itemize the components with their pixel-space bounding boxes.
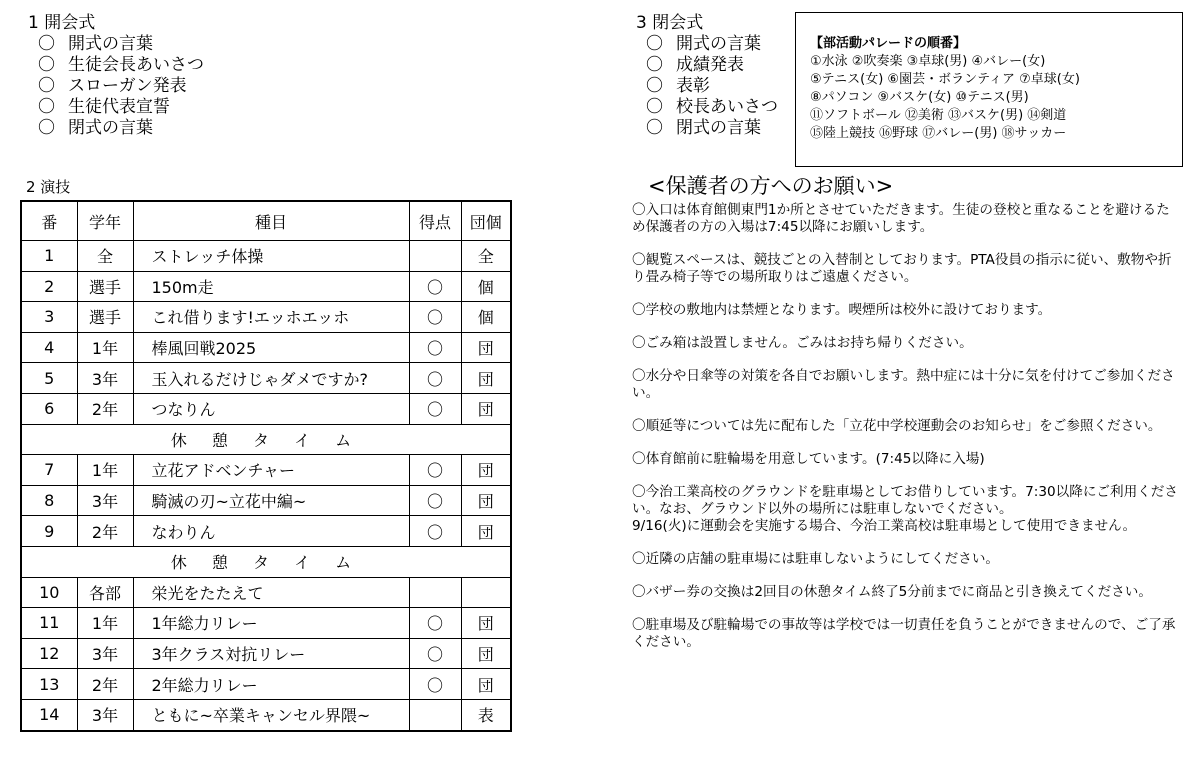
cell-score: 〇 <box>409 608 461 639</box>
cell-event: 栄光をたたえて <box>133 577 409 608</box>
cell-number: 2 <box>21 271 77 302</box>
cell-event: 騎滅の刃~立花中編~ <box>133 485 409 516</box>
parade-order-box <box>795 12 1183 167</box>
notice-item: 〇順延等については先に配布した「立花中学校運動会のお知らせ」をご参照ください。 <box>632 418 1162 434</box>
cell-type: 団 <box>461 638 511 669</box>
cell-number: 1 <box>21 241 77 272</box>
notice-item: 〇入口は体育館側東門1か所とさせていただきます。生徒の登校と重なることを避けるため保護者の方の入場は7:45以降にお願いします。 <box>632 202 1170 235</box>
cell-score <box>409 699 461 730</box>
col-header-score: 得点 <box>409 201 461 241</box>
list-item-label: 閉式の言葉 <box>676 118 761 138</box>
notice-item: 〇駐車場及び駐輪場での事故等は学校では一切責任を負うことができませんので、ご了承ください。 <box>632 617 1176 650</box>
parade-line: ⑮陸上競技 ⑯野球 ⑰バレー(男) ⑱サッカー <box>810 126 1067 141</box>
cell-event: 1年総力リレー <box>133 608 409 639</box>
notice-item: 〇観覧スペースは、競技ごとの入替制としております。PTA役員の指示に従い、敷物や折り畳み椅子等での場所取りはご遠慮ください。 <box>632 252 1172 285</box>
table-header-row <box>21 201 511 241</box>
cell-event: 棒風回戦2025 <box>133 332 409 363</box>
table-row <box>21 638 511 669</box>
cell-score <box>409 241 461 272</box>
list-item-label: 校長あいさつ <box>676 97 778 117</box>
cell-type: 団 <box>461 363 511 394</box>
list-item <box>38 118 204 139</box>
break-label: 休 憩 タ イ ム <box>21 546 511 577</box>
cell-score: 〇 <box>409 485 461 516</box>
cell-score: 〇 <box>409 516 461 547</box>
break-row <box>21 546 511 577</box>
program-table <box>20 200 512 732</box>
col-header-type: 団個 <box>461 201 511 241</box>
list-item <box>38 55 204 76</box>
cell-score: 〇 <box>409 455 461 486</box>
cell-number: 7 <box>21 455 77 486</box>
list-item-label: 開式の言葉 <box>676 34 761 54</box>
list-item-label: 生徒代表宣誓 <box>68 97 170 117</box>
table-row <box>21 241 511 272</box>
notice-item: 〇体育館前に駐輪場を用意しています。(7:45以降に入場) <box>632 451 985 467</box>
col-header-number: 番 <box>21 201 77 241</box>
cell-type: 団 <box>461 332 511 363</box>
closing-title: 3 閉会式 <box>636 13 704 33</box>
cell-type: 団 <box>461 608 511 639</box>
table-row <box>21 608 511 639</box>
table-row <box>21 332 511 363</box>
table-row <box>21 455 511 486</box>
cell-type: 表 <box>461 699 511 730</box>
cell-type: 団 <box>461 669 511 700</box>
cell-event: これ借ります!エッホエッホ <box>133 302 409 333</box>
circle-marker: 〇 <box>38 76 55 96</box>
list-item-label: 生徒会長あいさつ <box>68 55 204 75</box>
list-item-label: 表彰 <box>676 76 710 96</box>
cell-number: 13 <box>21 669 77 700</box>
notices-list <box>632 202 1180 667</box>
cell-number: 4 <box>21 332 77 363</box>
list-item <box>646 55 778 76</box>
cell-grade: 3年 <box>77 485 133 516</box>
table-row <box>21 363 511 394</box>
cell-type: 団 <box>461 516 511 547</box>
cell-grade: 2年 <box>77 516 133 547</box>
list-item <box>646 34 778 55</box>
cell-score: 〇 <box>409 393 461 424</box>
list-item <box>646 118 778 139</box>
cell-event: ストレッチ体操 <box>133 241 409 272</box>
table-row <box>21 699 511 730</box>
circle-marker: 〇 <box>646 76 663 96</box>
break-label: 休 憩 タ イ ム <box>21 424 511 455</box>
table-row <box>21 485 511 516</box>
cell-event: つなりん <box>133 393 409 424</box>
opening-title: 1 開会式 <box>28 13 96 33</box>
table-row <box>21 516 511 547</box>
cell-score: 〇 <box>409 669 461 700</box>
cell-number: 11 <box>21 608 77 639</box>
cell-number: 9 <box>21 516 77 547</box>
list-item-label: 成績発表 <box>676 55 744 75</box>
cell-type <box>461 577 511 608</box>
list-item <box>38 76 204 97</box>
cell-grade: 3年 <box>77 363 133 394</box>
notices-title: <保護者の方へのお願い> <box>648 174 894 198</box>
circle-marker: 〇 <box>38 118 55 138</box>
list-item-label: スローガン発表 <box>68 76 187 96</box>
cell-event: 立花アドベンチャー <box>133 455 409 486</box>
cell-event: ともに~卒業キャンセル界隈~ <box>133 699 409 730</box>
cell-score: 〇 <box>409 302 461 333</box>
cell-type: 団 <box>461 455 511 486</box>
cell-grade: 2年 <box>77 393 133 424</box>
cell-type: 全 <box>461 241 511 272</box>
cell-score: 〇 <box>409 638 461 669</box>
notice-item: 〇水分や日傘等の対策を各自でお願いします。熱中症には十分に気を付けてご参加ください。 <box>632 368 1175 401</box>
cell-grade: 選手 <box>77 271 133 302</box>
table-row <box>21 393 511 424</box>
closing-list <box>646 34 778 139</box>
table-row <box>21 577 511 608</box>
cell-number: 6 <box>21 393 77 424</box>
cell-event: 2年総力リレー <box>133 669 409 700</box>
circle-marker: 〇 <box>646 55 663 75</box>
opening-list <box>38 34 204 139</box>
list-item-label: 開式の言葉 <box>68 34 153 54</box>
cell-grade: 選手 <box>77 302 133 333</box>
cell-type: 団 <box>461 485 511 516</box>
circle-marker: 〇 <box>38 55 55 75</box>
cell-grade: 1年 <box>77 332 133 363</box>
col-header-grade: 学年 <box>77 201 133 241</box>
cell-grade: 3年 <box>77 699 133 730</box>
col-header-event: 種目 <box>133 201 409 241</box>
cell-grade: 2年 <box>77 669 133 700</box>
cell-score: 〇 <box>409 363 461 394</box>
break-row <box>21 424 511 455</box>
list-item <box>646 76 778 97</box>
parade-line: ⑧パソコン ⑨バスケ(女) ⑩テニス(男) <box>810 90 1029 105</box>
cell-event: 150m走 <box>133 271 409 302</box>
notice-item: 〇今治工業高校のグラウンドを駐車場としてお借りしています。7:30以降にご利用ください。なお、グラウンド以外の場所には駐車しないでください。 9/16(火)に運動会を実施する場合、今治工業高校は駐車場として使用できません。 <box>632 484 1178 534</box>
cell-number: 5 <box>21 363 77 394</box>
cell-score: 〇 <box>409 271 461 302</box>
circle-marker: 〇 <box>646 118 663 138</box>
notice-item: 〇近隣の店舗の駐車場には駐車しないようにしてください。 <box>632 551 1000 567</box>
list-item-label: 閉式の言葉 <box>68 118 153 138</box>
cell-score <box>409 577 461 608</box>
list-item <box>646 97 778 118</box>
list-item <box>38 97 204 118</box>
cell-grade: 各部 <box>77 577 133 608</box>
cell-number: 10 <box>21 577 77 608</box>
cell-grade: 1年 <box>77 608 133 639</box>
circle-marker: 〇 <box>38 97 55 117</box>
circle-marker: 〇 <box>646 34 663 54</box>
cell-grade: 3年 <box>77 638 133 669</box>
cell-grade: 1年 <box>77 455 133 486</box>
table-row <box>21 271 511 302</box>
parade-line: ⑤テニス(女) ⑥園芸・ボランティア ⑦卓球(女) <box>810 72 1080 87</box>
cell-event: なわりん <box>133 516 409 547</box>
notice-item: 〇バザー券の交換は2回目の休憩タイム終了5分前までに商品と引き換えてください。 <box>632 584 1152 600</box>
cell-number: 3 <box>21 302 77 333</box>
notice-item: 〇学校の敷地内は禁煙となります。喫煙所は校外に設けております。 <box>632 302 1052 318</box>
cell-score: 〇 <box>409 332 461 363</box>
parade-line: ①水泳 ②吹奏楽 ③卓球(男) ④バレー(女) <box>810 54 1046 69</box>
circle-marker: 〇 <box>646 97 663 117</box>
parade-line: ⑪ソフトボール ⑫美術 ⑬バスケ(男) ⑭剣道 <box>810 108 1067 123</box>
cell-type: 個 <box>461 302 511 333</box>
cell-number: 8 <box>21 485 77 516</box>
cell-number: 14 <box>21 699 77 730</box>
notice-item: 〇ごみ箱は設置しません。ごみはお持ち帰りください。 <box>632 335 973 351</box>
parade-title: 【部活動パレードの順番】 <box>810 36 967 51</box>
circle-marker: 〇 <box>38 34 55 54</box>
cell-grade: 全 <box>77 241 133 272</box>
cell-type: 個 <box>461 271 511 302</box>
list-item <box>38 34 204 55</box>
cell-event: 3年クラス対抗リレー <box>133 638 409 669</box>
table-row <box>21 302 511 333</box>
performance-title: 2 演技 <box>26 178 71 196</box>
cell-number: 12 <box>21 638 77 669</box>
table-row <box>21 669 511 700</box>
cell-event: 玉入れるだけじゃダメですか? <box>133 363 409 394</box>
cell-type: 団 <box>461 393 511 424</box>
